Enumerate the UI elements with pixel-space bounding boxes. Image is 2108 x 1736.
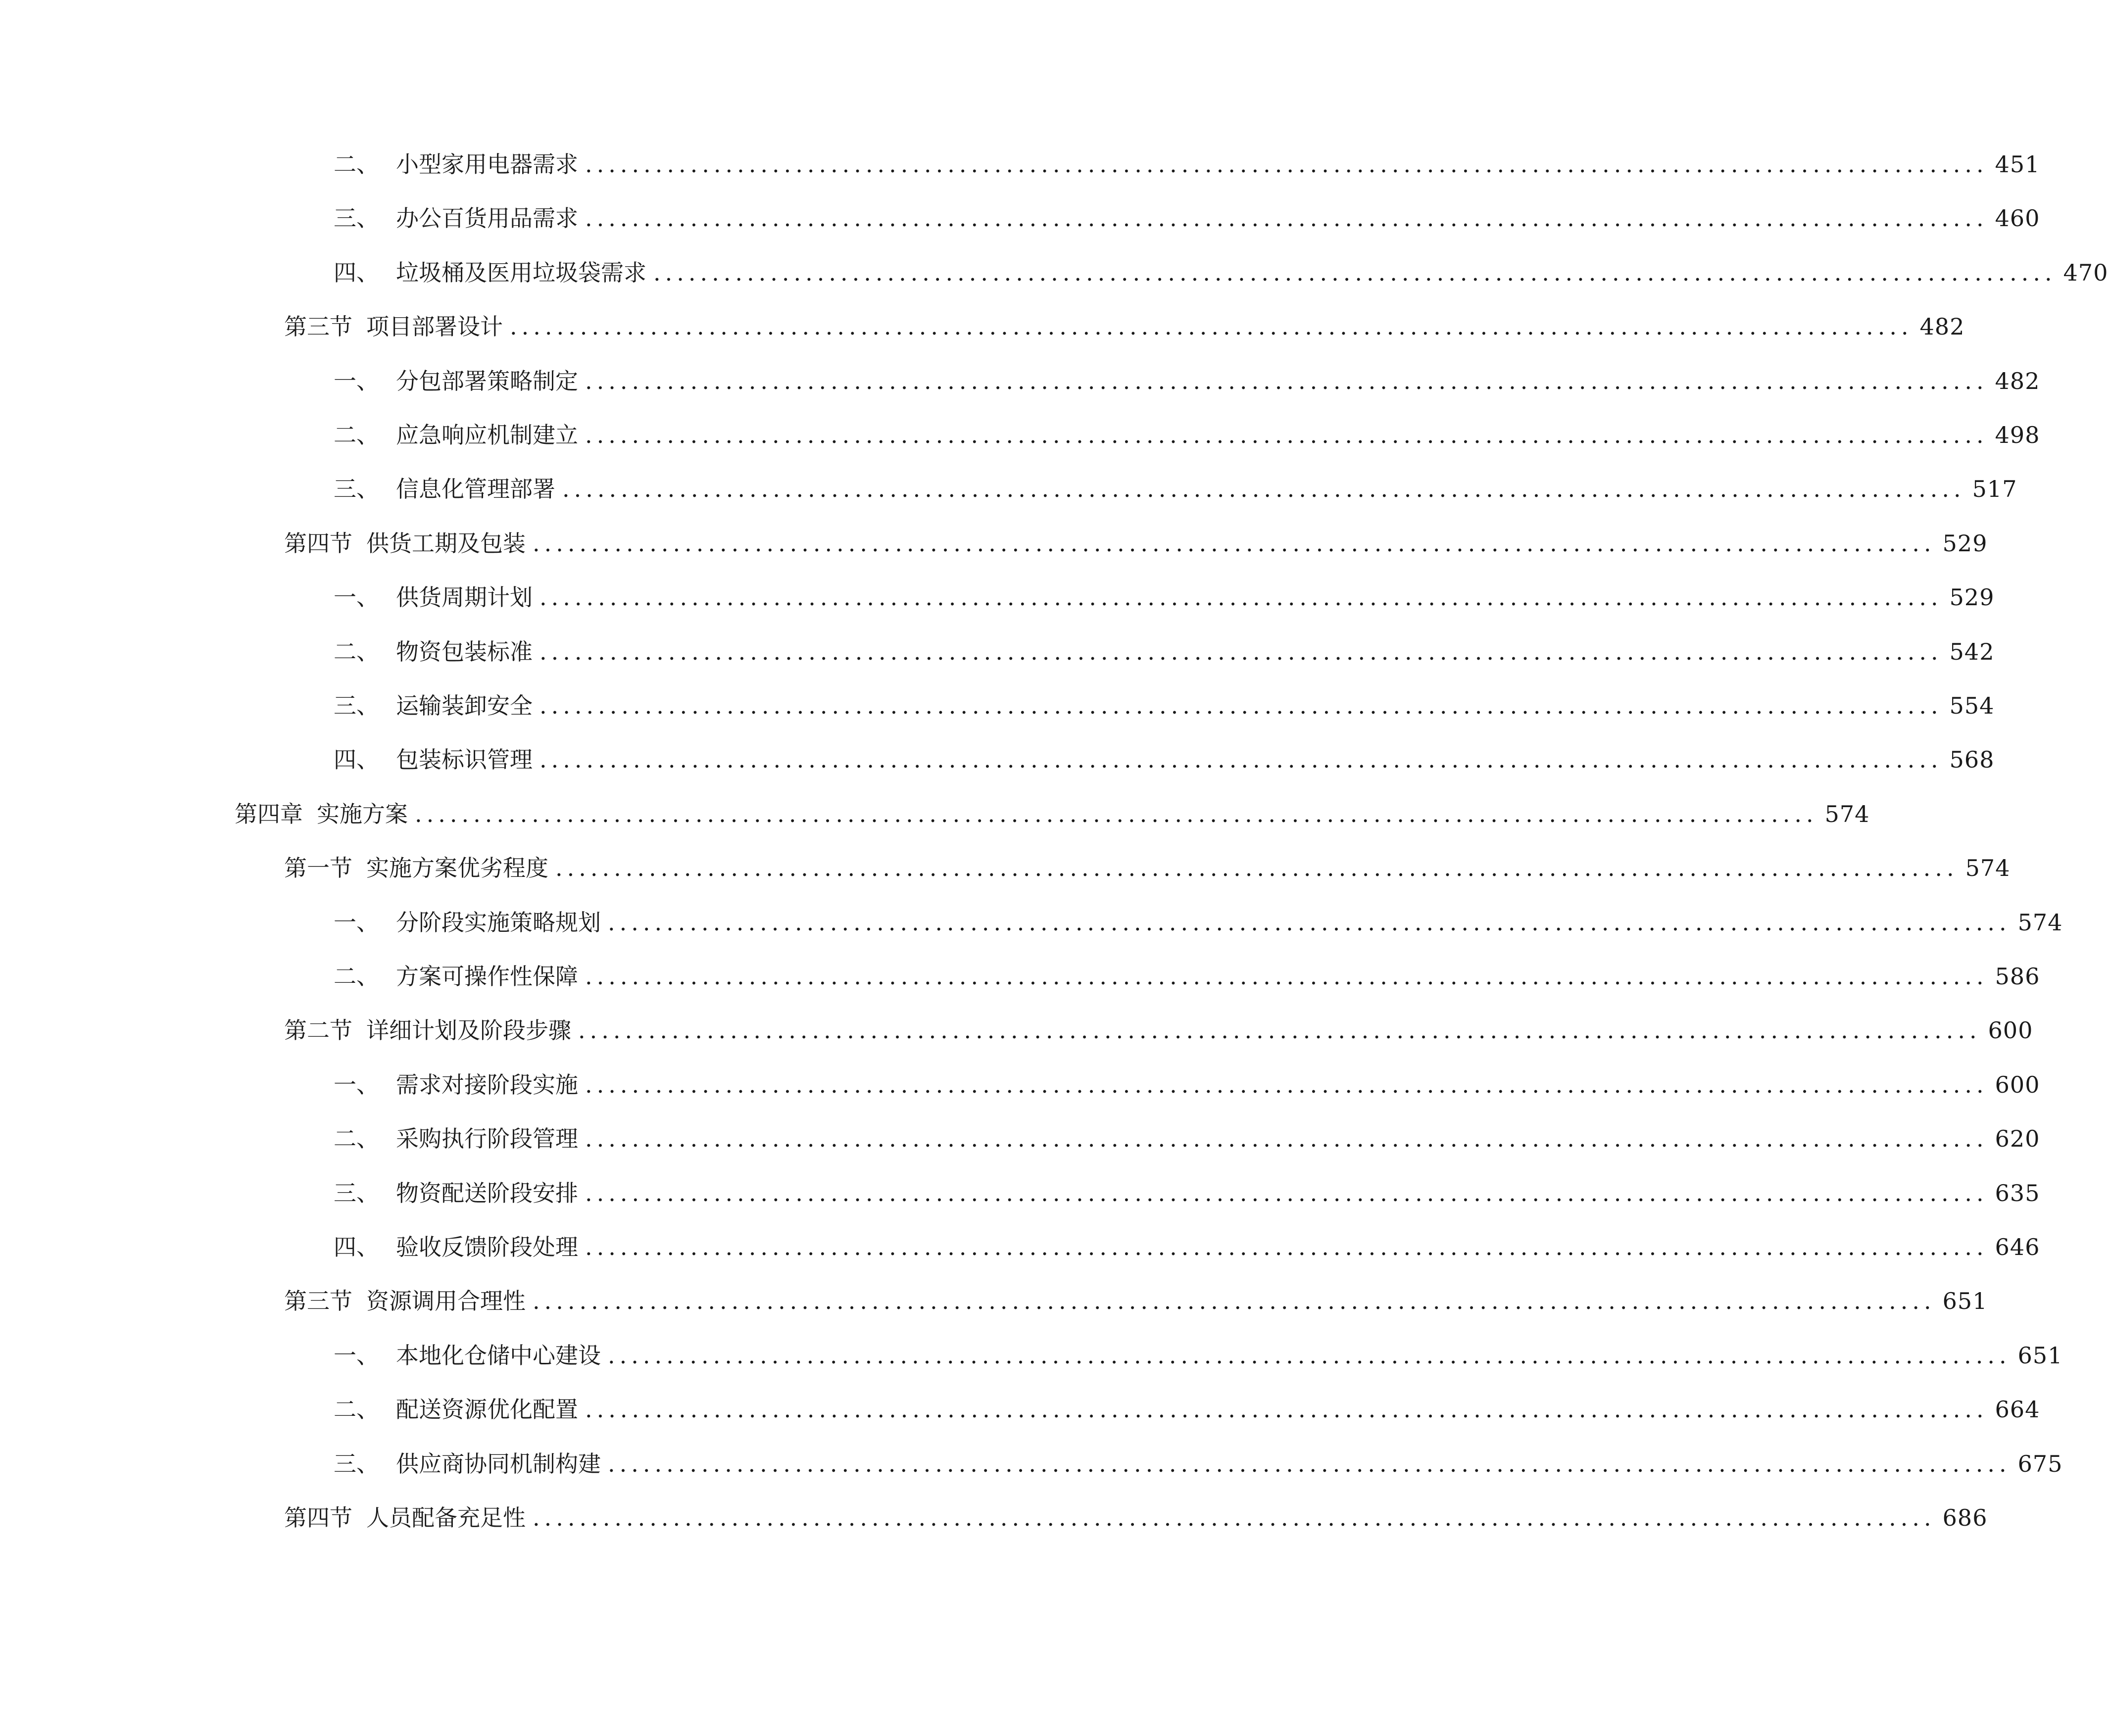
toc-entry-number: 三、 [334,205,379,232]
toc-entry[interactable] [334,1336,2063,1375]
toc-page-number: 470 [2063,259,2108,286]
toc-entry[interactable] [334,1444,2063,1484]
toc-dot-leader: ........................................................................................................................ [533,1504,1936,1531]
toc-entry-title: 实施方案优劣程度 [366,855,548,882]
toc-page-number: 574 [2017,909,2063,936]
toc-entry-number: 二、 [334,638,379,665]
toc-entry-number: 四、 [334,1234,379,1260]
toc-entry-title: 供应商协同机制构建 [396,1450,601,1477]
toc-dot-leader: ........................................................................................................................ [585,1125,1988,1153]
toc-dot-leader: ........................................................................................................................ [533,1288,1936,1315]
toc-dot-leader: ........................................................................................................................ [585,422,1988,448]
toc-entry-number: 第三节 [284,1288,352,1315]
toc-page-number: 651 [2017,1342,2063,1369]
toc-entry-title: 信息化管理部署 [396,476,555,503]
toc-entry[interactable] [334,469,2017,509]
toc-page-number: 482 [1919,313,1965,340]
toc-page-number: 664 [1995,1396,2040,1423]
toc-entry-number: 一、 [334,367,379,394]
toc-dot-leader: ........................................................................................................................ [539,746,1943,773]
toc-entry-number: 二、 [334,1125,379,1153]
toc-entry-number: 二、 [334,151,379,178]
toc-dot-leader: ........................................................................................................................ [608,1342,2011,1369]
toc-page-number: 600 [1995,1071,2040,1098]
toc-entry-title: 分包部署策略制定 [396,367,578,394]
toc-entry-title: 包装标识管理 [396,746,533,773]
toc-dot-leader: ........................................................................................................................ [578,1017,1981,1044]
toc-page-number: 529 [1949,584,1995,611]
toc-entry[interactable] [284,1281,1988,1321]
toc-entry-number: 二、 [334,422,379,448]
toc-page-number: 620 [1995,1125,2040,1153]
toc-entry[interactable] [334,957,2040,996]
toc-dot-leader: ........................................................................................................................ [555,855,1959,882]
toc-page-number: 686 [1942,1504,1988,1531]
toc-entry-title: 需求对接阶段实施 [396,1071,578,1098]
toc-entry-number: 一、 [334,1342,379,1369]
toc-page-number: 574 [1965,855,2010,882]
toc-entry-number: 第四节 [284,1504,352,1531]
toc-entry-number: 三、 [334,1450,379,1477]
toc-entry-title: 详细计划及阶段步骤 [366,1017,571,1044]
toc-page-number: 482 [1995,367,2040,394]
toc-dot-leader: ........................................................................................................................ [539,638,1943,665]
toc-entry-title: 人员配备充足性 [366,1504,526,1531]
toc-entry-number: 一、 [334,909,379,936]
toc-entry-number: 一、 [334,584,379,611]
toc-entry-number: 三、 [334,1179,379,1206]
toc-page-number: 651 [1942,1288,1988,1315]
toc-entry-title: 小型家用电器需求 [396,151,578,178]
toc-entry-title: 物资包装标准 [396,638,533,665]
toc-entry-title: 资源调用合理性 [366,1288,526,1315]
toc-page-number: 646 [1995,1234,2040,1260]
toc-entry[interactable] [334,1390,2040,1429]
toc-entry[interactable] [284,307,1965,346]
toc-entry-number: 二、 [334,963,379,990]
toc-entry[interactable] [334,1065,2040,1105]
toc-entry-title: 垃圾桶及医用垃圾袋需求 [396,259,646,286]
toc-dot-leader: ........................................................................................................................ [539,692,1943,719]
toc-entry[interactable] [334,415,2040,455]
toc-entry-title: 方案可操作性保障 [396,963,578,990]
toc-dot-leader: ........................................................................................................................ [585,1396,1988,1423]
toc-entry-number: 第四节 [284,530,352,557]
toc-dot-leader: ........................................................................................................................ [585,1071,1988,1098]
toc-dot-leader: ........................................................................................................................ [562,476,1965,503]
toc-entry-number: 二、 [334,1396,379,1423]
toc-entry[interactable] [334,198,2040,238]
toc-entry-number: 四、 [334,746,379,773]
toc-entry[interactable] [334,361,2040,401]
toc-dot-leader: ........................................................................................................................ [510,313,1913,340]
toc-entry-title: 验收反馈阶段处理 [396,1234,578,1260]
toc-entry[interactable] [284,848,2010,888]
toc-dot-leader: ........................................................................................................................ [585,367,1988,394]
toc-entry-title: 运输装卸安全 [396,692,533,719]
toc-page-number: 529 [1942,530,1988,557]
toc-entry-title: 配送资源优化配置 [396,1396,578,1423]
toc-entry-title: 供货周期计划 [396,584,533,611]
toc-entry[interactable] [334,740,1995,779]
toc-page-number: 451 [1995,151,2040,178]
toc-page-number: 574 [1824,800,1870,827]
toc-entry-number: 第四章 [235,800,303,827]
toc-dot-leader: ........................................................................................................................ [415,800,1818,827]
toc-page-number: 635 [1995,1179,2040,1206]
toc-dot-leader: ........................................................................................................................ [585,1179,1988,1206]
toc-dot-leader: ........................................................................................................................ [608,909,2011,936]
toc-entry-title: 办公百货用品需求 [396,205,578,232]
toc-dot-leader: ........................................................................................................................ [585,963,1988,990]
toc-page-number: 517 [1972,476,2017,503]
toc-dot-leader: ........................................................................................................................ [585,151,1988,178]
toc-entry[interactable] [334,145,2040,184]
toc-entry-title: 采购执行阶段管理 [396,1125,578,1153]
toc-entry[interactable] [284,1011,2033,1050]
toc-entry-number: 第三节 [284,313,352,340]
toc-entry-number: 三、 [334,476,379,503]
toc-entry-number: 三、 [334,692,379,719]
toc-page-number: 600 [1988,1017,2033,1044]
toc-page-number: 498 [1995,422,2040,448]
toc-entry-title: 应急响应机制建立 [396,422,578,448]
toc-page-number: 460 [1995,205,2040,232]
toc-entry-title: 分阶段实施策略规划 [396,909,601,936]
toc-entry-title: 实施方案 [317,800,408,827]
toc-entry-number: 四、 [334,259,379,286]
toc-page-number: 586 [1995,963,2040,990]
toc-entry-title: 物资配送阶段安排 [396,1179,578,1206]
toc-entry[interactable] [334,632,1995,672]
toc-page-number: 568 [1949,746,1995,773]
toc-dot-leader: ........................................................................................................................ [608,1450,2011,1477]
toc-dot-leader: ........................................................................................................................ [539,584,1943,611]
toc-dot-leader: ........................................................................................................................ [585,205,1988,232]
toc-entry-title: 项目部署设计 [366,313,503,340]
toc-entry[interactable] [334,578,1995,617]
toc-entry-number: 第一节 [284,855,352,882]
toc-entry-title: 供货工期及包装 [366,530,526,557]
toc-entry[interactable] [235,794,1870,834]
toc-entry[interactable] [334,903,2063,942]
toc-entry-number: 一、 [334,1071,379,1098]
toc-page-number: 542 [1949,638,1995,665]
toc-dot-leader: ........................................................................................................................ [653,259,2057,286]
toc-entry-number: 第二节 [284,1017,352,1044]
toc-dot-leader: ........................................................................................................................ [533,530,1936,557]
toc-entry[interactable] [284,524,1988,563]
toc-entry[interactable] [334,686,1995,725]
toc-entry-title: 本地化仓储中心建设 [396,1342,601,1369]
toc-dot-leader: ........................................................................................................................ [585,1234,1988,1260]
toc-entry[interactable] [334,1173,2040,1213]
toc-page-number: 675 [2017,1450,2063,1477]
toc-entry[interactable] [334,1119,2040,1158]
toc-page-number: 554 [1949,692,1995,719]
toc-entry[interactable] [334,253,2108,292]
toc-entry[interactable] [284,1498,1988,1538]
toc-entry[interactable] [334,1227,2040,1267]
